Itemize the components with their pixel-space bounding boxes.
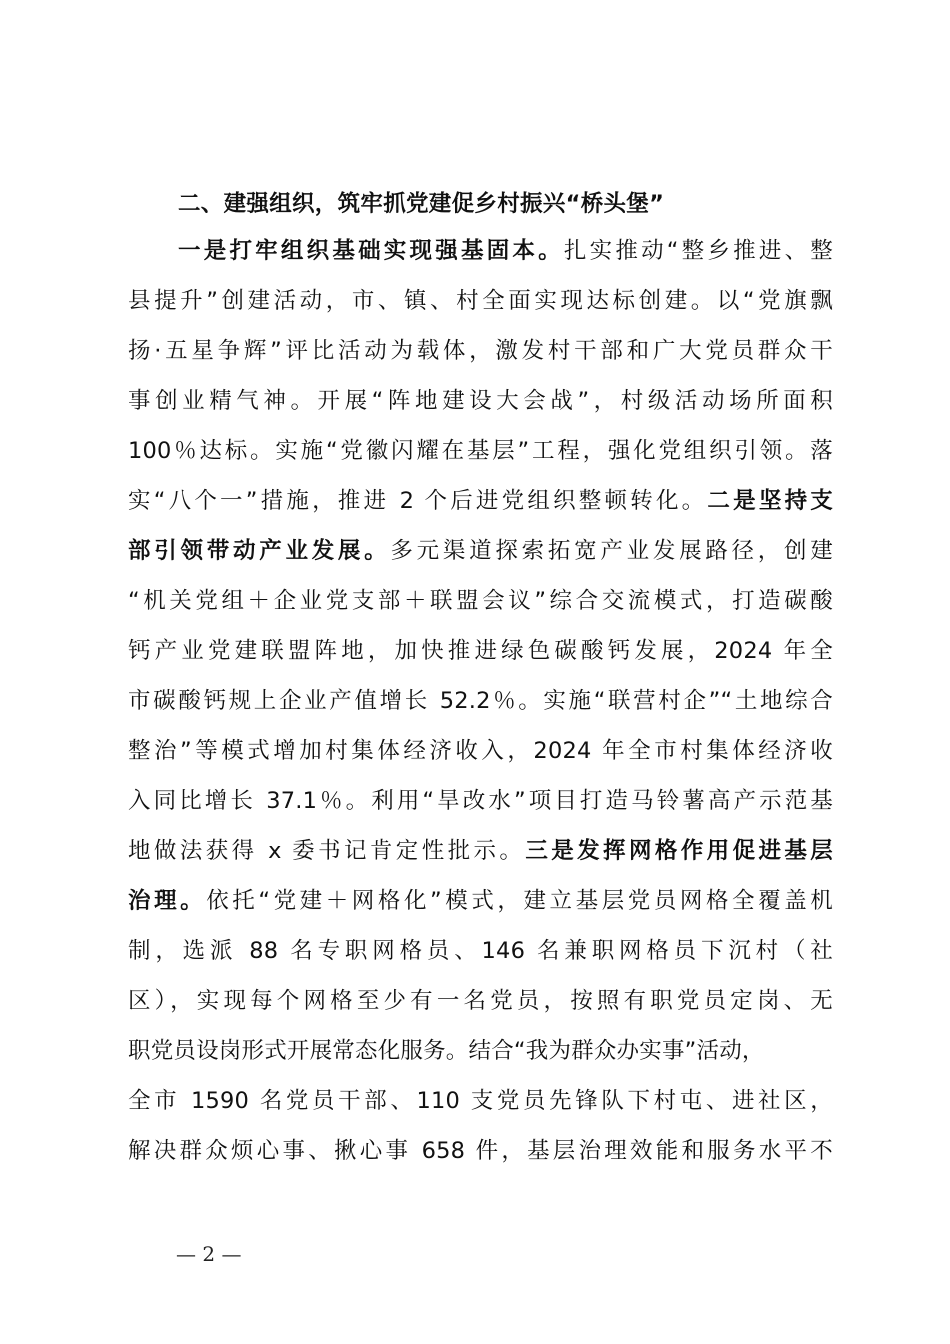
body-line [128,1034,833,1068]
body-line [128,334,833,368]
line-text: 制，选派 88 名专职网格员、146 名兼职网格员下沉村（社 [128,938,833,964]
body-line [178,234,833,268]
line-text: 市碳酸钙规上企业产值增长 52.2％。实施“联营村企”“土地综合 [128,688,833,714]
body-line [128,484,833,518]
line-text: 职党员设岗形式开展常态化服务。结合“我为群众办实事”活动， [128,1038,765,1064]
line-text: 依托“党建＋网格化”模式，建立基层党员网格全覆盖机 [206,888,833,914]
body-line [128,434,833,468]
bold-lead: 治理。 [128,888,207,914]
body-line [128,884,833,918]
line-text: 入同比增长 37.1％。利用“旱改水”项目打造马铃薯高产示范基 [128,788,833,814]
bold-lead: 三是发挥网格作用促进基层 [525,838,833,864]
body-line [128,584,833,618]
line-text: 地做法获得 x 委书记肯定性批示。 [128,838,526,864]
page-number: — 2 — [176,1242,242,1266]
body-line [128,384,833,418]
bold-lead: 二是坚持支 [707,488,833,514]
line-text: 解决群众烦心事、揪心事 658 件，基层治理效能和服务水平不 [128,1138,833,1164]
body-line [128,934,833,968]
line-text: 钙产业党建联盟阵地，加快推进绿色碳酸钙发展，2024 年全 [128,638,833,664]
line-text: 县提升”创建活动，市、镇、村全面实现达标创建。以“党旗飘 [128,288,833,314]
line-text: “机关党组＋企业党支部＋联盟会议”综合交流模式，打造碳酸 [128,588,833,614]
body-line [128,834,833,868]
line-text: 扎实推动“整乡推进、整 [563,238,833,264]
body-line [128,634,833,668]
section-heading: 二、建强组织，筑牢抓党建促乡村振兴“桥头堡” [178,191,665,217]
line-text: 全市 1590 名党员干部、110 支党员先锋队下村屯、进社区， [128,1088,833,1114]
line-text: 整治”等模式增加村集体经济收入，2024 年全市村集体经济收 [128,738,833,764]
body-line [128,734,833,768]
body-line [128,1134,833,1168]
line-text: 实“八个一”措施，推进 2 个后进党组织整顿转化。 [128,488,708,514]
line-text: 扬·五星争辉”评比活动为载体，激发村干部和广大党员群众干 [128,338,833,364]
body-line [128,284,833,318]
body-line [128,534,833,568]
bold-lead: 一是打牢组织基础实现强基固本。 [178,238,564,264]
body-line [128,984,833,1018]
body-line [128,784,833,818]
line-text: 事创业精气神。开展“阵地建设大会战”，村级活动场所面积 [128,388,833,414]
line-text: 区），实现每个网格至少有一名党员，按照有职党员定岗、无 [128,988,833,1014]
line-text: 100％达标。实施“党徽闪耀在基层”工程，强化党组织引领。落 [128,438,833,464]
body-line [128,684,833,718]
body-line [128,1084,833,1118]
bold-lead: 部引领带动产业发展。 [128,538,391,564]
line-text: 多元渠道探索拓宽产业发展路径，创建 [390,538,833,564]
